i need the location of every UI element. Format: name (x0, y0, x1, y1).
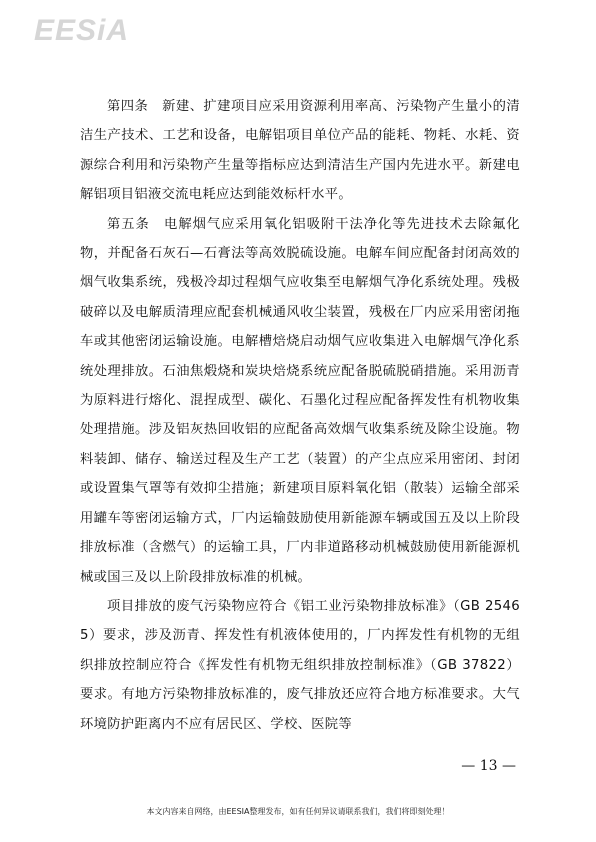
eesia-logo: EESiA (34, 14, 130, 47)
footer-disclaimer: 本文内容来自网络，由EESIA整理发布，如有任何异议请联系我们，我们将即刻处理！ (146, 807, 450, 816)
article-4-paragraph: 第四条 新建、扩建项目应采用资源利用率高、污染物产生量小的清洁生产技术、工艺和设备，电解铝项目单位产品的能耗、物耗、水耗、资源综合利用和污染物产生量等指标应达到清洁生产国内先进水平。新建电解铝项目铝液交流电耗应达到能效标杆水平。 (80, 99, 520, 203)
emission-standard-paragraph: 项目排放的废气污染物应符合《铝工业污染物排放标准》（GB 25465）要求，涉及沥青、挥发性有机液体使用的，厂内挥发性有机物的无组织排放控制应符合《挥发性有机物无组织排放控制标准》（GB 37822）要求。有地方污染物排放标准的，废气排放还应符合地方标准要求。大气环境防护距离内不应有居民区、学校、医院等 (80, 598, 520, 732)
page-number: — 13 — (461, 758, 516, 774)
article-5-paragraph: 第五条 电解烟气应采用氧化铝吸附干法净化等先进技术去除氟化物，并配备石灰石—石膏法等高效脱硫设施。电解车间应配备封闭高效的烟气收集系统，残极冷却过程烟气应收集至电解烟气净化系统处理。残极破碎以及电解质清理应配套机械通风收尘装置，残极在厂内应采用密闭拖车或其他密闭运输设施。电解槽焙烧启动烟气应收集进入电解烟气净化系统处理排放。石油焦煅烧和炭块焙烧系统应配备脱硫脱硝措施。采用沥青为原料进行熔化、混捏成型、碳化、石墨化过程应配备挥发性有机物收集处理措施。涉及铝灰热回收铝的应配备高效烟气收集系统及除尘设施。物料装卸、储存、输送过程及生产工艺（装置）的产尘点应采用密闭、封闭或设置集气罩等有效抑尘措施；新建项目原料氧化铝（散装）运输全部采用罐车等密闭运输方式，厂内运输鼓励使用新能源车辆或国五及以上阶段排放标准（含燃气）的运输工具，厂内非道路移动机械鼓励使用新能源机械或国三及以上阶段排放标准的机械。 (80, 216, 520, 585)
document-body (80, 92, 520, 739)
